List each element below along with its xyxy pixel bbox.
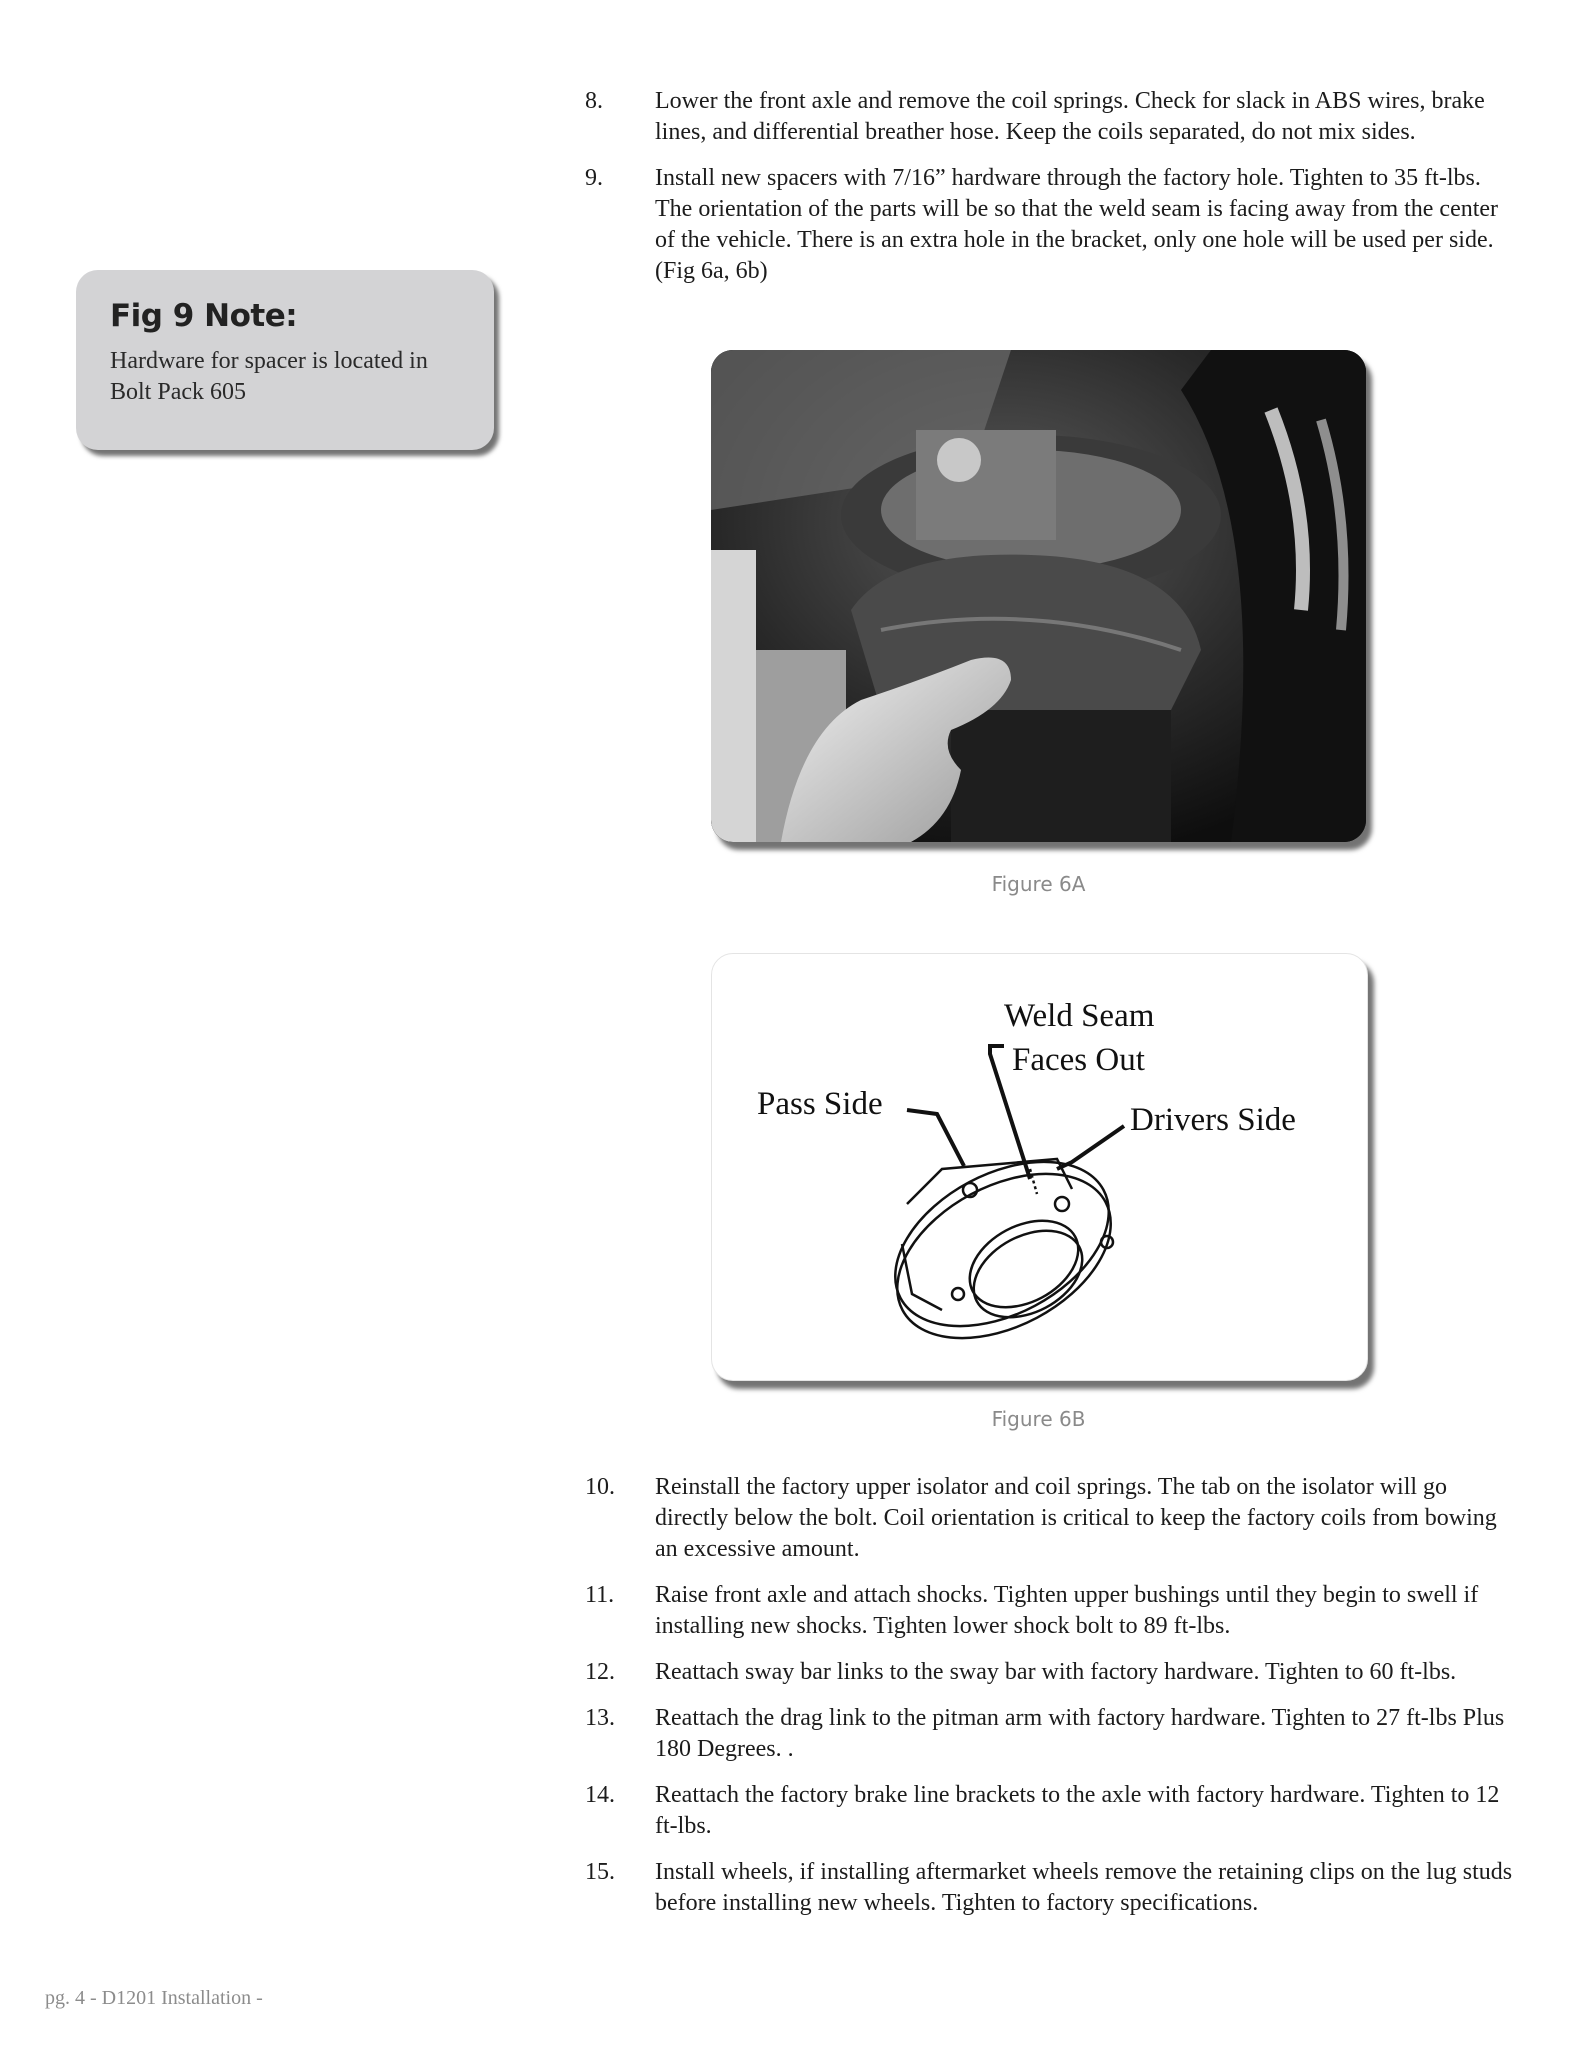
figure-6a-photo (711, 350, 1366, 842)
label-weld-seam: Weld Seam (1004, 998, 1155, 1034)
note-title: Fig 9 Note: (110, 298, 298, 334)
step-number: 8. (585, 88, 603, 114)
fig-9-note-box (76, 270, 494, 450)
label-drivers-side: Drivers Side (1130, 1102, 1296, 1138)
step-text: Reattach the factory brake line brackets to the axle with factory hardware. Tighten to 12 ft-lbs. (655, 1782, 1500, 1839)
step-number: 10. (585, 1474, 615, 1500)
label-faces-out: Faces Out (1012, 1042, 1145, 1078)
step-9 (585, 163, 1515, 287)
figure-6a-caption: Figure 6A (991, 872, 1086, 896)
step-10 (585, 1472, 1515, 1565)
step-text: Reattach sway bar links to the sway bar with factory hardware. Tighten to 60 ft-lbs. (655, 1659, 1457, 1685)
figure-6b-caption: Figure 6B (991, 1407, 1086, 1431)
step-number: 13. (585, 1705, 615, 1731)
step-8 (585, 86, 1515, 148)
step-12 (585, 1657, 1515, 1688)
spacer-drawing (868, 1128, 1139, 1372)
step-text: Raise front axle and attach shocks. Tighten upper bushings until they begin to swell if installing new shocks. Tighten lower shock bolt to 89 ft-lbs. (655, 1582, 1479, 1639)
step-number: 14. (585, 1782, 615, 1808)
page-footer: pg. 4 - D1201 Installation - (45, 1987, 263, 2009)
step-13 (585, 1703, 1515, 1765)
steps-list-bottom (585, 1472, 1515, 1934)
step-number: 9. (585, 165, 603, 191)
step-text: Install wheels, if installing aftermarket wheels remove the retaining clips on the lug studs before installing new wheels. Tighten to factory specifications. (655, 1859, 1513, 1916)
step-number: 15. (585, 1859, 615, 1885)
label-pass-side: Pass Side (757, 1086, 883, 1122)
step-text: Reinstall the factory upper isolator and coil springs. The tab on the isolator will go directly below the bolt. Coil orientation is critical to keep the factory coils from bowing an excessive amount. (655, 1474, 1497, 1562)
note-text: Hardware for spacer is located in Bolt Pack 605 (110, 348, 428, 405)
figure-6b-diagram (711, 953, 1368, 1381)
step-text: Lower the front axle and remove the coil springs. Check for slack in ABS wires, brake lines, and differential breather hose. Keep the coils separated, do not mix sides. (655, 88, 1485, 145)
spacer-install-photo (711, 350, 1366, 842)
step-number: 12. (585, 1659, 615, 1685)
steps-list-top (585, 86, 1515, 302)
step-14 (585, 1780, 1515, 1842)
step-text: Reattach the drag link to the pitman arm with factory hardware. Tighten to 27 ft-lbs Plus 180 Degrees. . (655, 1705, 1505, 1762)
step-15 (585, 1857, 1515, 1919)
step-11 (585, 1580, 1515, 1642)
spacer-orientation-diagram (712, 954, 1367, 1380)
step-number: 11. (585, 1582, 615, 1608)
step-text: Install new spacers with 7/16” hardware through the factory hole. Tighten to 35 ft-lbs. The orientation of the parts will be so that the weld seam is facing away from the center of the vehicle. There is an extra hole in the bracket, only one hole will be used per side. (Fig 6a, 6b) (655, 165, 1499, 284)
